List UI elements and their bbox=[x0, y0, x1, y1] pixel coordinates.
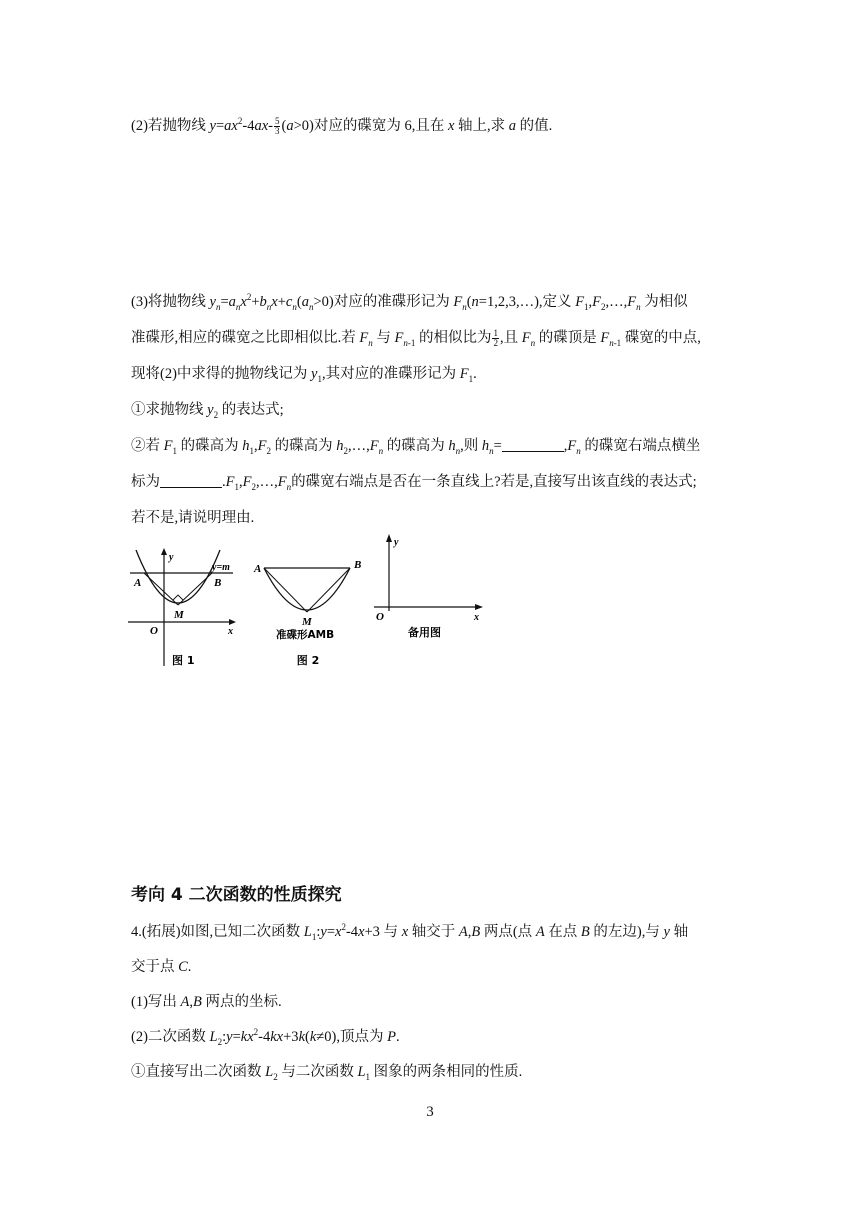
question-4-part-2-sub-1: ①直接写出二次函数 $L_2$ 与二次函数 $L_1$ 图象的两条相同的性质. bbox=[131, 1064, 523, 1082]
fig2-sub-caption: 图 2 bbox=[296, 654, 320, 667]
fig1-caption: 图 1 bbox=[172, 654, 195, 667]
problem-part-3-sub-1: ①求抛物线 $y_2$ 的表达式; bbox=[131, 402, 284, 420]
fig1-label-y: y bbox=[169, 552, 174, 563]
problem-part-2: (2)若抛物线 $y=ax^2-4ax-$ $\frac{5}{3}$ (a>0)对应的碟宽为 6,且在 x 轴上,求 a 的值. bbox=[131, 116, 553, 137]
question-4-line-2: 交于点 C. bbox=[131, 959, 192, 975]
fig2-caption: 准碟形AMB bbox=[276, 629, 335, 641]
problem-part-3-line-2: 准碟形,相应的碟宽之比即相似比.若 $F_n$ 与 $F_{n-1}$ 的相似比为 $\frac{1}{2}$ ,且 $F_n$ 的碟顶是 $F_{n-1}$ 碟宽的中点, bbox=[131, 328, 701, 349]
fraction-one-half: $\frac{1}{2}$ bbox=[493, 328, 498, 349]
fig3-caption: 备用图 bbox=[408, 626, 441, 639]
fig1-label-A: A bbox=[134, 577, 142, 589]
page-number: 3 bbox=[426, 1104, 434, 1120]
fig1-label-ym: y=m bbox=[212, 562, 230, 573]
answer-blank-x-coordinate[interactable] bbox=[160, 473, 222, 488]
fig1-label-x: x bbox=[228, 626, 233, 637]
fig1-label-B: B bbox=[214, 577, 222, 589]
fig3-label-O: O bbox=[376, 611, 384, 623]
fig2-label-A: A bbox=[254, 563, 262, 575]
problem-part-3-sub-2: ②若 $F_1$ 的碟高为 $h_1,F_2$ 的碟高为 $h_2,\dots,F_n$ 的碟高为 $h_n$,则 $h_n= ,F_n$ 的碟宽右端点横坐 bbox=[131, 438, 701, 456]
answer-blank-hn[interactable] bbox=[502, 437, 564, 452]
fig3-label-y: y bbox=[394, 537, 399, 548]
figure-2 bbox=[252, 552, 362, 672]
problem-part-3-line-1: (3)将抛物线 $y_n=a_nx^2+b_nx+c_n(a_n>0)$对应的准碟形记为 $F_n(n=1,2,3,\dots)$,定义 $F_1,F_2,\dots,F_n$ 为相似 bbox=[131, 292, 688, 312]
figure-1 bbox=[128, 548, 238, 673]
figure-2-graph bbox=[252, 552, 362, 672]
question-4-part-2: (2)二次函数 $L_2:y=kx^2-4kx+3k(k\ne 0)$,顶点为 P. bbox=[131, 1027, 400, 1047]
fig3-label-x: x bbox=[474, 612, 479, 623]
question-4-part-1: (1)写出 A,B 两点的坐标. bbox=[131, 994, 282, 1010]
problem-part-3-line-3: 现将(2)中求得的抛物线记为 $y_1$,其对应的准碟形记为 $F_1$. bbox=[131, 366, 477, 384]
problem-part-3-line-6: 标为 $.F_1,F_2,\dots,F_n$的碟宽右端点是否在一条直线上?若是,直接写出该直线的表达式; bbox=[131, 474, 697, 492]
section-heading: 考向 4 二次函数的性质探究 bbox=[131, 885, 342, 905]
figure-backup bbox=[370, 533, 490, 653]
fig1-label-M: M bbox=[174, 609, 184, 621]
question-4-line-1: 4.(拓展)如图,已知二次函数 $L_1:y=x^2-4x+3$ 与 x 轴交于 A,B 两点(点 A 在点 B 的左边),与 y 轴 bbox=[131, 922, 689, 942]
fig1-label-O: O bbox=[150, 625, 158, 637]
problem-part-3-line-7: 若不是,请说明理由. bbox=[131, 510, 255, 526]
figure-1-graph bbox=[128, 548, 238, 673]
fraction-five-thirds: $\frac{5}{3}$ bbox=[274, 116, 280, 137]
fig2-label-M: M bbox=[302, 616, 312, 628]
fig2-label-B: B bbox=[354, 559, 362, 571]
figure-backup-graph bbox=[370, 533, 490, 653]
